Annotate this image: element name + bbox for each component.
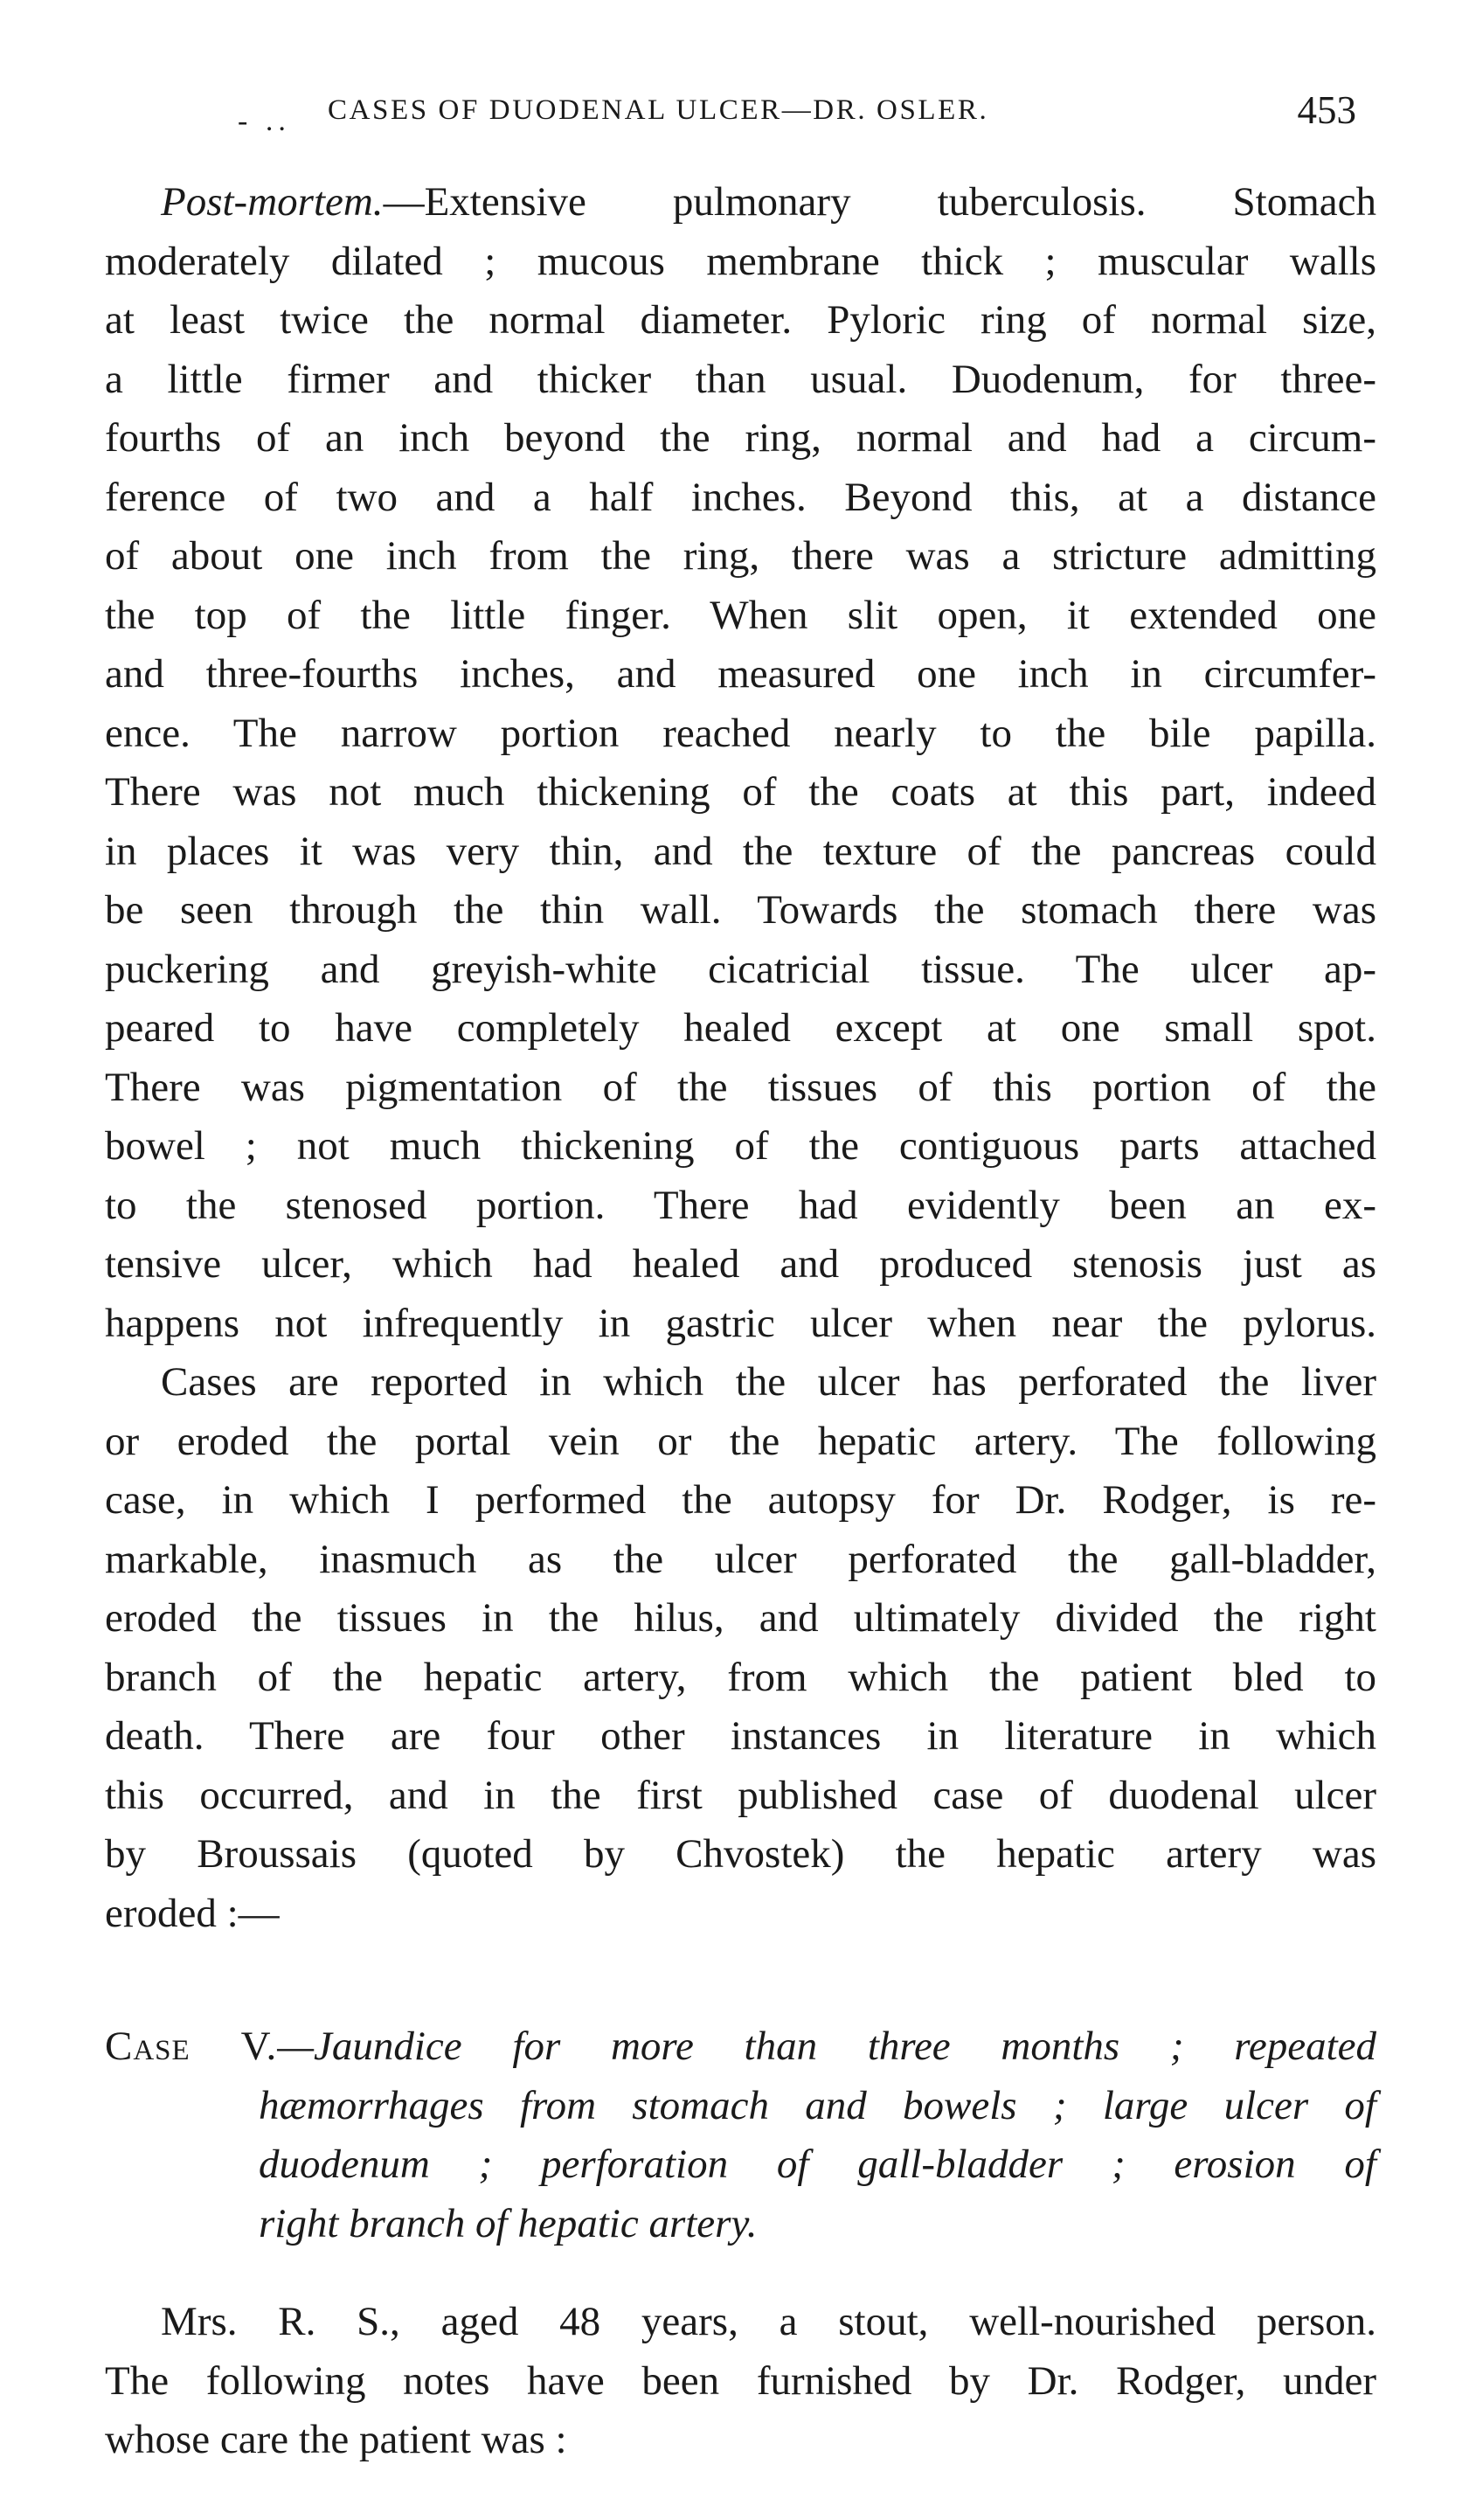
text-line: There was pigmentation of the tissues of this portion of the	[105, 1064, 1376, 1110]
text-line: by Broussais (quoted by Chvostek) the hepatic artery was	[105, 1831, 1376, 1877]
text-line: markable, inasmuch as the ulcer perforated the gall-bladder,	[105, 1536, 1376, 1582]
text-line-content: —Extensive pulmonary tuberculosis. Stomach	[383, 179, 1376, 225]
running-head	[105, 86, 1372, 138]
text-line: or eroded the portal vein or the hepatic artery. The following	[105, 1418, 1376, 1464]
text-line: ference of two and a half inches. Beyond this, at a distance	[105, 474, 1376, 520]
text-line: puckering and greyish-white cicatricial tissue. The ulcer ap-	[105, 946, 1376, 992]
running-head-title: CASES OF DUODENAL ULCER—DR. OSLER.	[328, 94, 989, 126]
text-line: tensive ulcer, which had healed and produced stenosis just as	[105, 1241, 1376, 1287]
text-line: of about one inch from the ring, there was a stricture admitting	[105, 533, 1376, 579]
text-line: right branch of hepatic artery.	[259, 2200, 758, 2246]
text-line-content: —Jaundice for more than three months ; repeated	[277, 2024, 1376, 2069]
text-line: The following notes have been furnished by Dr. Rodger, under	[105, 2357, 1376, 2404]
mrs-rs-paragraph	[105, 2293, 1376, 2470]
text-line: fourths of an inch beyond the ring, normal and had a circum-	[105, 415, 1376, 461]
case-v-heading	[105, 2017, 1376, 2253]
page-number: 453	[1297, 88, 1356, 132]
text-line: hæmorrhages from stomach and bowels ; large ulcer of	[259, 2082, 1376, 2128]
text-line: be seen through the thin wall. Towards the stomach there was	[105, 887, 1376, 933]
text-line: ence. The narrow portion reached nearly to the bile papilla.	[105, 710, 1376, 756]
text-line	[105, 2017, 1376, 2077]
text-line: eroded the tissues in the hilus, and ultimately divided the right	[105, 1595, 1376, 1641]
text-line: Cases are reported in which the ulcer has perforated the liver	[161, 1359, 1376, 1405]
text-line: and three-fourths inches, and measured one inch in circumfer-	[105, 651, 1376, 697]
header-marks: - ..	[238, 105, 291, 137]
text-line: There was not much thickening of the coats at this part, indeed	[105, 769, 1376, 815]
cases-paragraph	[105, 1353, 1376, 1943]
text-line: this occurred, and in the first published case of duodenal ulcer	[105, 1772, 1376, 1818]
text-line: a little firmer and thicker than usual. Duodenum, for three-	[105, 356, 1376, 402]
text-line: in places it was very thin, and the texture of the pancreas could	[105, 828, 1376, 874]
text-line	[105, 173, 1376, 233]
text-line: Mrs. R. S., aged 48 years, a stout, well-nourished person.	[161, 2299, 1376, 2344]
body-text	[105, 173, 1376, 1943]
case-v-label: Case V.	[105, 2024, 278, 2069]
text-line: happens not infrequently in gastric ulcer when near the pylorus.	[105, 1300, 1376, 1346]
text-line: case, in which I performed the autopsy for Dr. Rodger, is re-	[105, 1477, 1376, 1523]
text-line: at least twice the normal diameter. Pyloric ring of normal size,	[105, 297, 1376, 343]
text-line: the top of the little finger. When slit open, it extended one	[105, 592, 1376, 638]
text-line: eroded :—	[105, 1890, 280, 1936]
text-line: whose care the patient was :	[105, 2417, 567, 2462]
text-line: peared to have completely healed except at one small spot.	[105, 1005, 1376, 1051]
postmortem-label: Post-mortem.	[161, 179, 384, 225]
text-line: to the stenosed portion. There had evidently been an ex-	[105, 1182, 1376, 1228]
text-line: bowel ; not much thickening of the contiguous parts attached	[105, 1123, 1376, 1169]
text-line: duodenum ; perforation of gall-bladder ; erosion of	[259, 2142, 1376, 2187]
postmortem-paragraph	[105, 173, 1376, 1353]
text-line: branch of the hepatic artery, from which the patient bled to	[105, 1654, 1376, 1700]
text-line: death. There are four other instances in literature in which	[105, 1713, 1376, 1759]
text-line: moderately dilated ; mucous membrane thick ; muscular walls	[105, 238, 1376, 284]
